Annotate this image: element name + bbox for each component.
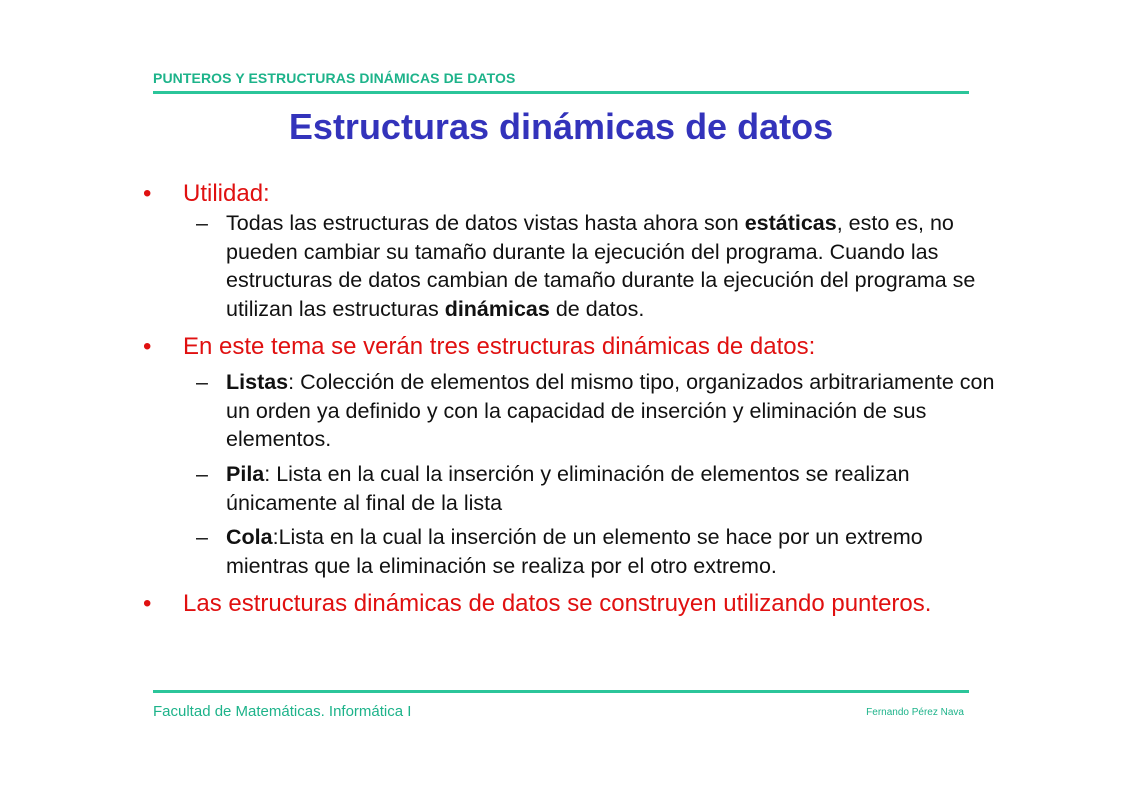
sub-text: , esto es, no pueden cambiar su tamaño durante la ejecución del programa. Cuando las estructuras de datos cambian de tamaño durante la ejecución del programa se utilizan las estructuras bbox=[226, 211, 976, 322]
bullet-utilidad bbox=[140, 178, 1000, 209]
sub-dash: – bbox=[196, 211, 208, 235]
slide-content bbox=[140, 178, 1000, 619]
sub-text: :Lista en la cual la inserción de un elemento se hace por un extremo mientras que la eliminación se realiza por el otro extremo. bbox=[226, 525, 923, 579]
sub-dash: – bbox=[196, 461, 208, 486]
bullet-dot: • bbox=[143, 589, 152, 617]
bullet-tres-estructuras bbox=[140, 331, 1000, 362]
bullet-label: Utilidad: bbox=[183, 180, 270, 207]
sub-item-pila bbox=[140, 460, 1000, 517]
bullet-dot: • bbox=[143, 332, 152, 360]
term-estaticas: estáticas bbox=[744, 211, 837, 235]
sub-dash: – bbox=[196, 369, 208, 394]
bullet-label: Las estructuras dinámicas de datos se construyen utilizando punteros. bbox=[183, 589, 932, 617]
term-cola: Cola bbox=[226, 525, 273, 550]
sub-text: : Lista en la cual la inserción y eliminación de elementos se realizan únicamente al final de la lista bbox=[226, 461, 910, 515]
bullet-dot: • bbox=[143, 180, 152, 207]
term-dinamicas: dinámicas bbox=[444, 297, 550, 322]
sub-text: Todas las estructuras de datos vistas hasta ahora son bbox=[226, 211, 745, 235]
sub-item-cola bbox=[140, 523, 1000, 580]
sub-text: : Colección de elementos del mismo tipo, organizados arbitrariamente con un orden ya definido y con la capacidad de inserción y eliminación de sus elementos. bbox=[226, 369, 995, 452]
header-divider bbox=[153, 91, 969, 94]
sub-text: de datos. bbox=[549, 297, 645, 322]
bullet-punteros bbox=[140, 588, 1000, 619]
term-pila: Pila bbox=[226, 461, 265, 486]
sub-dash: – bbox=[196, 525, 208, 550]
bullet-label: En este tema se verán tres estructuras dinámicas de datos: bbox=[183, 332, 816, 360]
sub-item-estaticas bbox=[140, 209, 1000, 324]
sub-item-listas bbox=[140, 368, 1000, 454]
slide-title: Estructuras dinámicas de datos bbox=[288, 106, 834, 147]
footer-divider bbox=[153, 690, 969, 693]
slide-header: PUNTEROS Y ESTRUCTURAS DINÁMICAS DE DATOS bbox=[153, 70, 516, 86]
footer-course: Facultad de Matemáticas. Informática I bbox=[153, 703, 412, 720]
term-listas: Listas bbox=[226, 369, 289, 394]
footer-author: Fernando Pérez Nava bbox=[866, 707, 964, 718]
